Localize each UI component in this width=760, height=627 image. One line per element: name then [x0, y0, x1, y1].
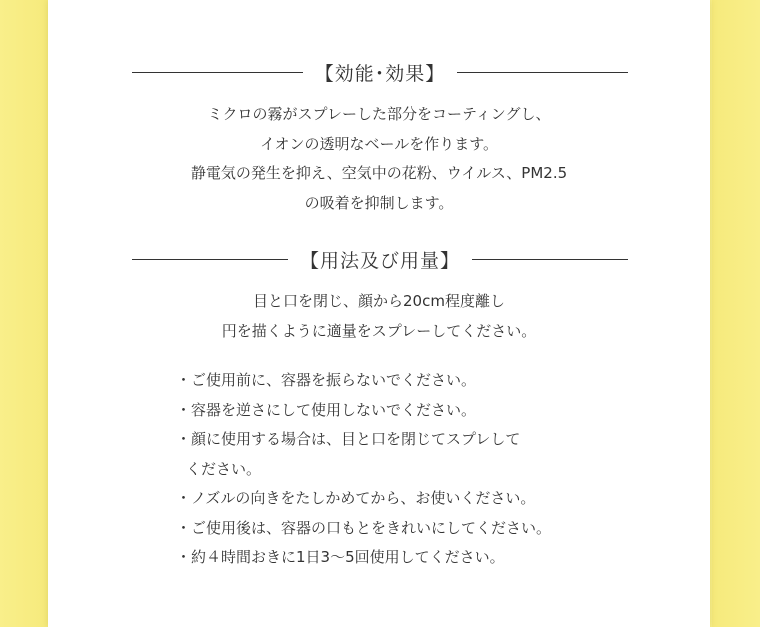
- heading-rule-left: [132, 72, 303, 73]
- heading-rule-right: [472, 259, 628, 260]
- list-item: ・ご使用前に、容器を振らないでください。: [176, 371, 477, 389]
- list-item-continuation: ください。: [186, 459, 262, 478]
- usage-heading-row: [132, 244, 628, 274]
- heading-rule-left: [132, 259, 288, 260]
- heading-rule-right: [457, 72, 628, 73]
- left-border-band: [0, 0, 48, 627]
- list-item: ・約４時間おきに1日3～5回使用してください。: [176, 548, 505, 566]
- effects-line: 静電気の発生を抑え、空気中の花粉、ウイルス、PM2.5: [190, 164, 568, 182]
- usage-line: 目と口を閉じ、顔から20cm程度離し: [253, 292, 505, 310]
- effects-description: [48, 100, 710, 218]
- usage-notes-list: [176, 366, 551, 573]
- effects-line: の吸着を抑制します。: [304, 193, 454, 212]
- usage-line: 円を描くように適量をスプレーしてください。: [221, 321, 537, 340]
- usage-description: [48, 287, 710, 346]
- effects-line: イオンの透明なベールを作ります。: [259, 134, 499, 153]
- effects-heading: 【効能･効果】: [314, 62, 446, 85]
- list-item: ・ご使用後は、容器の口もとをきれいにしてください。: [176, 518, 552, 537]
- effects-heading-row: [132, 57, 628, 87]
- list-item: ・顔に使用する場合は、目と口を閉じてスプレして: [176, 430, 521, 448]
- right-border-band: [712, 0, 760, 627]
- usage-heading: 【用法及び用量】: [300, 249, 461, 272]
- list-item: ・ノズルの向きをたしかめてから、お使いください。: [176, 489, 536, 507]
- effects-line: ミクロの霧がスプレーした部分をコーティングし、: [207, 105, 551, 123]
- content-card: [48, 0, 710, 627]
- list-item: ・容器を逆さにして使用しないでください。: [176, 400, 477, 419]
